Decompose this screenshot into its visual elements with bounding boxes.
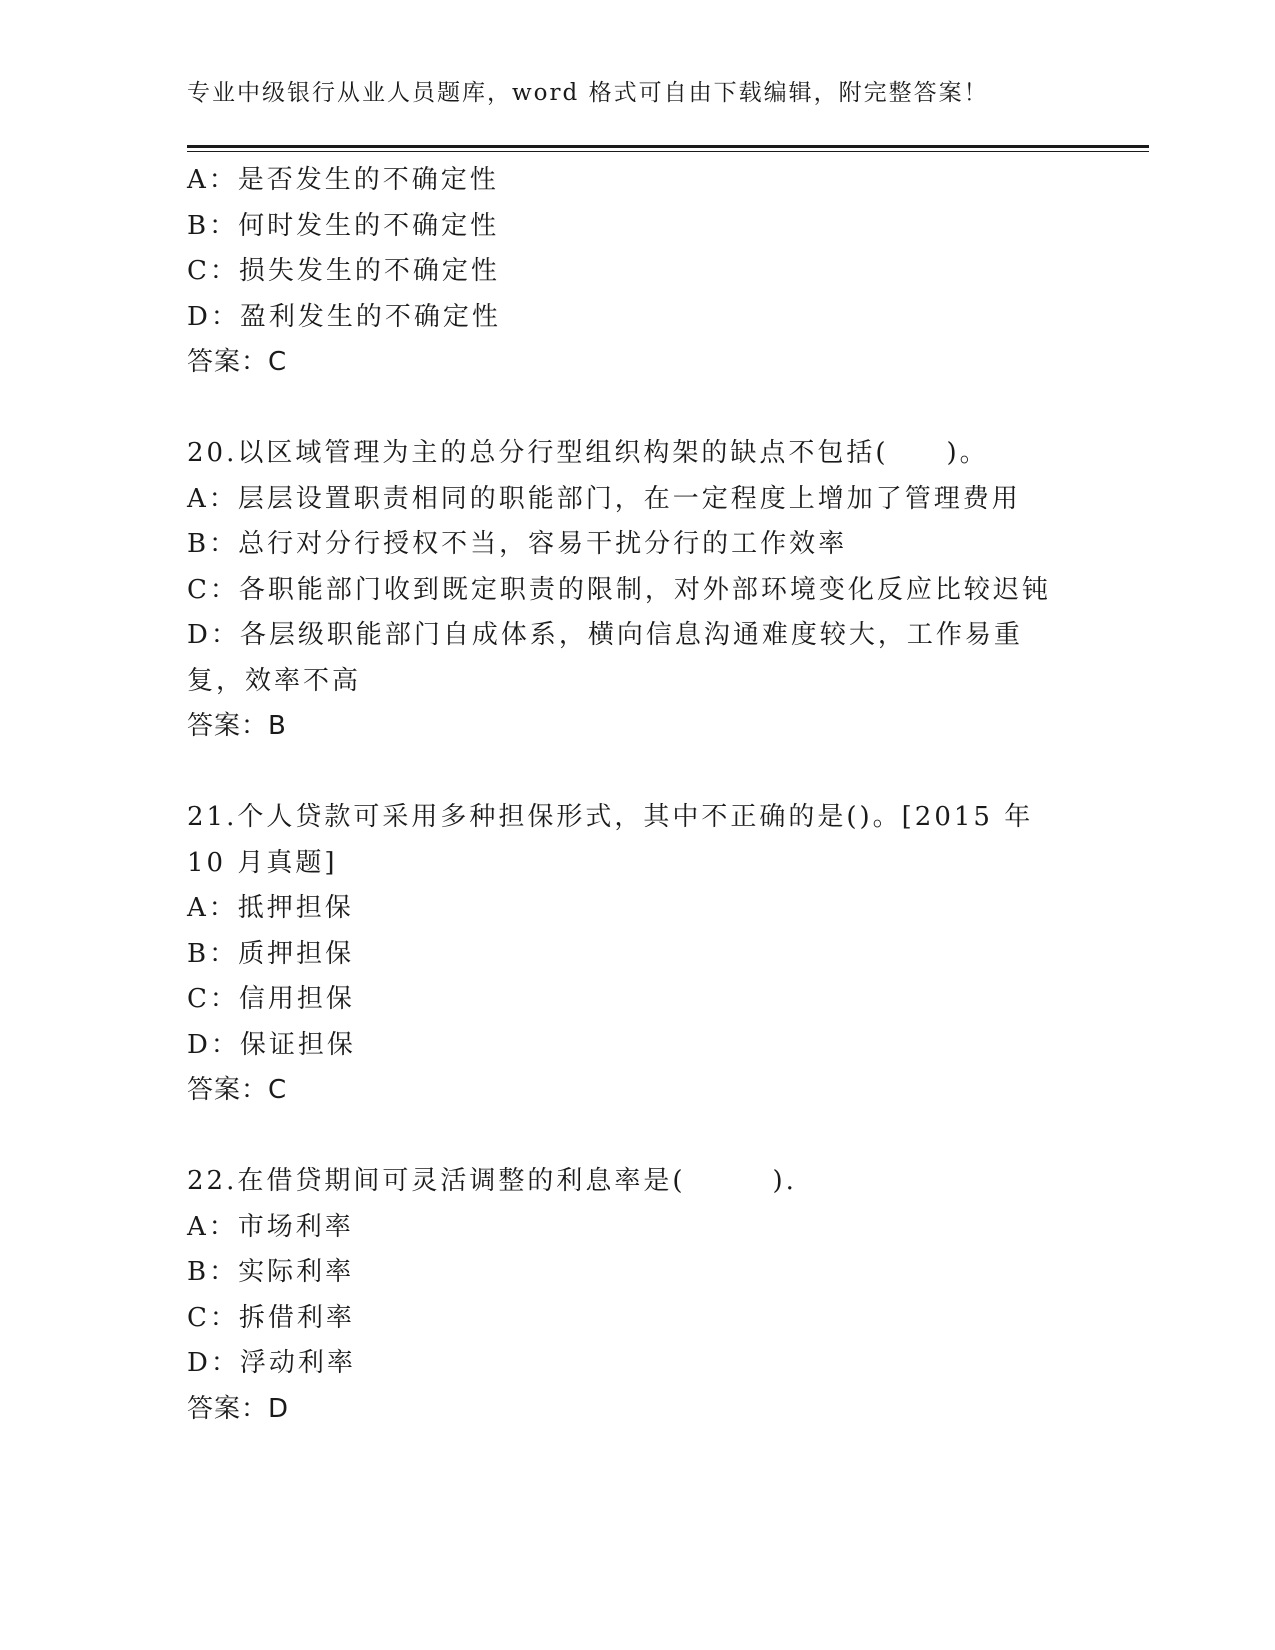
question-text: 21.个人贷款可采用多种担保形式，其中不正确的是()。[2015 年 10 月真题] xyxy=(187,802,1034,878)
question-text: 22.在借贷期间可灵活调整的利息率是( ). xyxy=(187,1166,797,1196)
option-d: D：保证担保 xyxy=(187,1029,356,1060)
answer: 答案：B xyxy=(187,711,287,741)
option-c: C：拆借利率 xyxy=(187,1302,355,1333)
option-d: D：浮动利率 xyxy=(187,1348,356,1378)
answer: 答案：D xyxy=(187,1393,290,1424)
question-21 xyxy=(187,795,1067,1114)
option-a: A：层层设置职责相同的职能部门，在一定程度上增加了管理费用 xyxy=(187,483,1021,514)
question-text: 20.以区域管理为主的总分行型组织构架的缺点不包括( )。 xyxy=(187,438,989,468)
option-d: D：盈利发生的不确定性 xyxy=(187,301,501,332)
question-22 xyxy=(187,1159,1067,1432)
option-c: C：损失发生的不确定性 xyxy=(187,256,500,286)
question-20 xyxy=(187,431,1067,750)
option-d: D：各层级职能部门自成体系，横向信息沟通难度较大，工作易重复，效率不高 xyxy=(187,620,1023,696)
header-rule-thick xyxy=(187,145,1149,148)
spacer xyxy=(187,750,1067,796)
option-b: B：质押担保 xyxy=(187,938,355,969)
option-b: B：实际利率 xyxy=(187,1257,355,1287)
option-b: B：总行对分行授权不当，容易干扰分行的工作效率 xyxy=(187,529,848,559)
option-b: B：何时发生的不确定性 xyxy=(187,210,500,241)
question-19 xyxy=(187,158,1067,386)
spacer xyxy=(187,386,1067,432)
answer: 答案：C xyxy=(187,347,288,377)
option-c: C：各职能部门收到既定职责的限制，对外部环境变化反应比较迟钝 xyxy=(187,574,1051,605)
question-content xyxy=(187,158,1067,1432)
spacer xyxy=(187,1114,1067,1160)
option-a: A：是否发生的不确定性 xyxy=(187,165,499,195)
page-header: 专业中级银行从业人员题库，word 格式可自由下载编辑，附完整答案！ xyxy=(187,80,989,106)
option-c: C：信用担保 xyxy=(187,984,355,1014)
header-rule-thin xyxy=(187,151,1149,152)
answer: 答案：C xyxy=(187,1075,288,1105)
option-a: A：抵押担保 xyxy=(187,893,354,923)
option-a: A：市场利率 xyxy=(187,1211,354,1242)
